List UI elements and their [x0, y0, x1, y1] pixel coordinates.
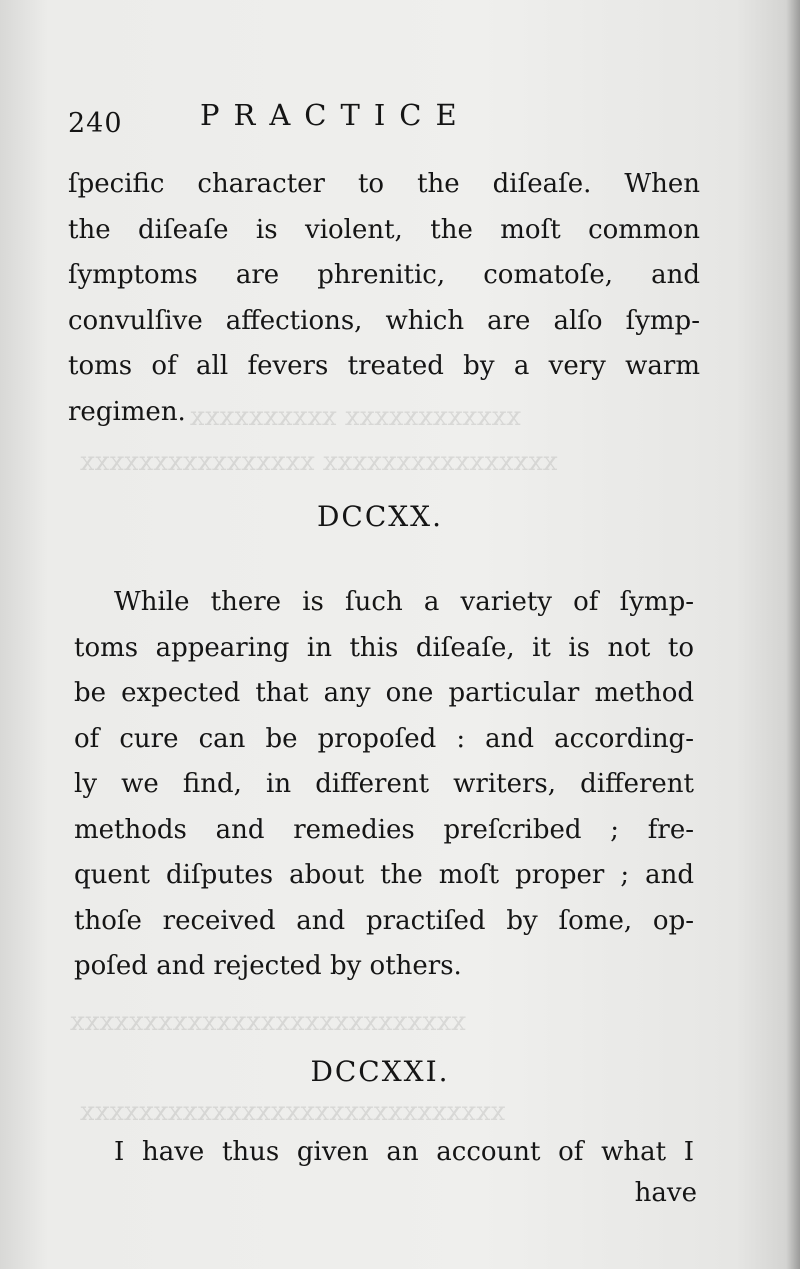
text-line: ſpecific character to the diſeaſe. When — [68, 169, 700, 199]
text-line: convulſive affections, which are alſo ſymp- — [68, 305, 700, 336]
page-gutter-shadow — [786, 0, 800, 1269]
text-line: ſymptoms are phrenitic, comatoſe, and — [68, 260, 700, 290]
text-line: thoſe received and practiſed by ſome, op- — [74, 905, 694, 936]
section-heading: DCCXX. — [316, 500, 444, 533]
running-header — [68, 98, 708, 148]
text-line: regimen. — [68, 396, 186, 427]
paragraph — [74, 580, 694, 990]
text-line: I have thus given an account of what I — [114, 1137, 694, 1167]
catchword: have — [634, 1178, 697, 1208]
text-line: While there is ſuch a variety of ſymp- — [114, 587, 694, 617]
text-line: poſed and rejected by others. — [74, 951, 462, 981]
text-line: of cure can be propoſed : and according- — [74, 723, 694, 754]
text-line: ly we find, in different writers, different — [74, 769, 694, 799]
paragraph-continuation — [68, 162, 700, 435]
show-through-text: xxxxxxxxxxxxxxxx xxxxxxxxxxxxxxxx — [80, 447, 558, 477]
running-head-title: PRACTICE — [200, 98, 471, 132]
text-line: the diſeaſe is violent, the moſt common — [68, 214, 700, 245]
text-line: toms of all fevers treated by a very warm — [68, 351, 700, 381]
paragraph — [74, 1130, 694, 1176]
show-through-text: xxxxxxxxxxxxxxxxxxxxxxxxxxxxx — [80, 1097, 506, 1127]
text-line: be expected that any one particular method — [74, 678, 694, 708]
text-line: quent diſputes about the moſt proper ; and — [74, 860, 694, 890]
text-line: methods and remedies preſcribed ; fre- — [74, 814, 694, 845]
page-number: 240 — [68, 108, 123, 139]
text-line: toms appearing in this diſeaſe, it is not to — [74, 632, 694, 663]
section-heading: DCCXXI. — [310, 1055, 450, 1088]
show-through-text: xxxxxxxxxxxx xxxxxxxxxx — [190, 402, 521, 432]
show-through-text: xxxxxxxxxxxxxxxxxxxxxxxxxxx — [70, 1007, 466, 1037]
